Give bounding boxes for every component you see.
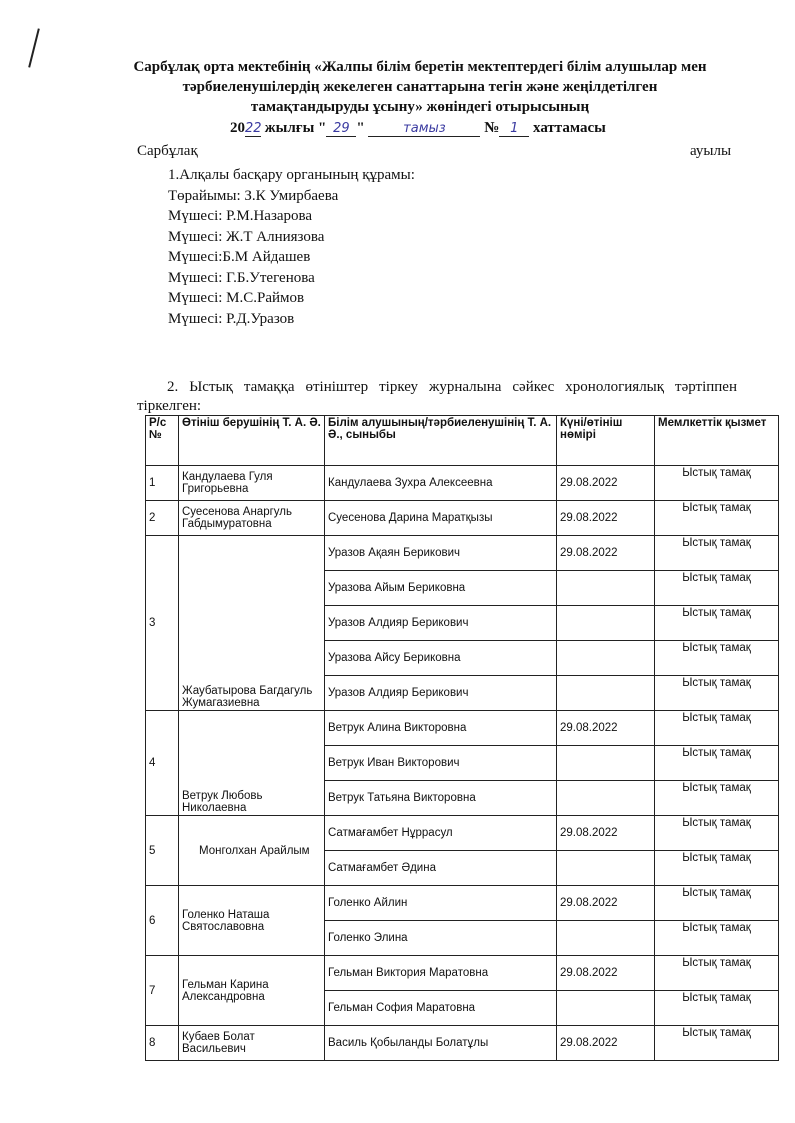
row-student: Василь Қобыланды Болатұлы bbox=[325, 1026, 557, 1061]
row-date: 29.08.2022 bbox=[557, 886, 655, 921]
row-service: Ыстық тамақ bbox=[655, 571, 779, 606]
table-row bbox=[146, 711, 779, 746]
row-student: Сатмағамбет Әдина bbox=[325, 851, 557, 886]
row-num: 4 bbox=[146, 711, 179, 816]
row-date bbox=[557, 921, 655, 956]
header-service: Мемлкеттік қызмет bbox=[655, 416, 779, 466]
row-applicant: Суесенова Анаргуль Габдымуратовна bbox=[179, 501, 325, 536]
pen-mark bbox=[28, 28, 40, 67]
row-date: 29.08.2022 bbox=[557, 536, 655, 571]
row-student: Гельман Виктория Маратовна bbox=[325, 956, 557, 991]
board-member: Мүшесі: М.С.Раймов bbox=[168, 290, 305, 306]
number-label: № bbox=[484, 120, 500, 136]
row-service: Ыстық тамақ bbox=[655, 501, 779, 536]
row-applicant: Ветрук Любовь Николаевна bbox=[179, 711, 325, 816]
row-service: Ыстық тамақ bbox=[655, 991, 779, 1026]
row-service: Ыстық тамақ bbox=[655, 746, 779, 781]
board-composition bbox=[168, 165, 415, 329]
document-title bbox=[100, 57, 740, 117]
title-line-1: Сарбұлақ орта мектебінің «Жалпы білім беретін мектептердегі білім алушылар мен bbox=[133, 59, 707, 75]
row-student: Уразов Алдияр Берикович bbox=[325, 606, 557, 641]
row-applicant: Монголхан Арайлым bbox=[179, 816, 325, 886]
table-row bbox=[146, 886, 779, 921]
board-member: Төрайымы: З.К Умирбаева bbox=[168, 187, 339, 204]
row-student: Уразов Алдияр Берикович bbox=[325, 676, 557, 711]
row-date: 29.08.2022 bbox=[557, 1026, 655, 1061]
row-student: Уразова Айым Бериковна bbox=[325, 571, 557, 606]
title-line-2: тәрбиеленушілердің жекелеген санаттарына тегін және жеңілдетілген bbox=[182, 79, 658, 95]
row-applicant: Жаубатырова Багдагуль Жумагазиевна bbox=[179, 536, 325, 711]
row-service: Ыстық тамақ bbox=[655, 781, 779, 816]
row-student: Гельман София Маратовна bbox=[325, 991, 557, 1026]
day-handwritten: 29 bbox=[326, 121, 356, 137]
board-member: Мүшесі:Б.М Айдашев bbox=[168, 249, 311, 265]
row-num: 1 bbox=[146, 466, 179, 501]
board-member: Мүшесі: Р.М.Назарова bbox=[168, 208, 313, 224]
row-date bbox=[557, 676, 655, 711]
month-handwritten: тамыз bbox=[368, 121, 480, 137]
row-service: Ыстық тамақ bbox=[655, 676, 779, 711]
row-applicant: Голенко Наташа Святославовна bbox=[179, 886, 325, 956]
row-service: Ыстық тамақ bbox=[655, 1026, 779, 1061]
row-num: 3 bbox=[146, 536, 179, 711]
row-num: 2 bbox=[146, 501, 179, 536]
row-service: Ыстық тамақ bbox=[655, 921, 779, 956]
row-service: Ыстық тамақ bbox=[655, 956, 779, 991]
row-applicant: Гельман Карина Александровна bbox=[179, 956, 325, 1026]
row-date: 29.08.2022 bbox=[557, 711, 655, 746]
row-student: Ветрук Иван Викторович bbox=[325, 746, 557, 781]
header-date: Күні/өтініш нөмірі bbox=[557, 416, 655, 466]
title-line-3: тамақтандыруды ұсыну» жөніндегі отырысының bbox=[250, 99, 590, 115]
protocol-line bbox=[230, 120, 606, 137]
row-student: Уразова Айсу Бериковна bbox=[325, 641, 557, 676]
registration-table bbox=[145, 415, 779, 1061]
row-num: 5 bbox=[146, 816, 179, 886]
row-student: Голенко Айлин bbox=[325, 886, 557, 921]
row-applicant: Кубаев Болат Васильевич bbox=[179, 1026, 325, 1061]
day-quote: " bbox=[356, 120, 365, 136]
header-student: Білім алушының/тәрбиеленушінің Т. А. Ә., сыныбы bbox=[325, 416, 557, 466]
table-row bbox=[146, 501, 779, 536]
row-date bbox=[557, 746, 655, 781]
row-student: Голенко Элина bbox=[325, 921, 557, 956]
row-date: 29.08.2022 bbox=[557, 501, 655, 536]
year-handwritten: 22 bbox=[245, 121, 262, 136]
board-heading: 1.Алқалы басқару органының құрамы: bbox=[168, 167, 415, 183]
table-row bbox=[146, 1026, 779, 1061]
row-service: Ыстық тамақ bbox=[655, 711, 779, 746]
row-student: Кандулаева Зухра Алексеевна bbox=[325, 466, 557, 501]
header-num: Р/с № bbox=[146, 416, 179, 466]
row-num: 7 bbox=[146, 956, 179, 1026]
table-row bbox=[146, 816, 779, 851]
section-2-text: 2. Ыстық тамаққа өтініштер тіркеу журналына сәйкес хронологиялық тәртіппен тіркелген: bbox=[137, 379, 737, 414]
row-num: 8 bbox=[146, 1026, 179, 1061]
table-row bbox=[146, 956, 779, 991]
row-student: Уразов Ақаян Берикович bbox=[325, 536, 557, 571]
header-applicant: Өтініш берушінің Т. А. Ә. bbox=[179, 416, 325, 466]
row-date: 29.08.2022 bbox=[557, 466, 655, 501]
row-student: Ветрук Татьяна Викторовна bbox=[325, 781, 557, 816]
row-date bbox=[557, 641, 655, 676]
row-service: Ыстық тамақ bbox=[655, 466, 779, 501]
row-applicant: Кандулаева Гуля Григорьевна bbox=[179, 466, 325, 501]
protocol-suffix: хаттамасы bbox=[533, 120, 606, 136]
row-student: Ветрук Алина Викторовна bbox=[325, 711, 557, 746]
row-date bbox=[557, 851, 655, 886]
row-date bbox=[557, 571, 655, 606]
row-service: Ыстық тамақ bbox=[655, 641, 779, 676]
number-handwritten: 1 bbox=[499, 121, 529, 137]
row-service: Ыстық тамақ bbox=[655, 886, 779, 921]
row-date: 29.08.2022 bbox=[557, 816, 655, 851]
table-row bbox=[146, 536, 779, 571]
row-date: 29.08.2022 bbox=[557, 956, 655, 991]
row-service: Ыстық тамақ bbox=[655, 851, 779, 886]
row-date bbox=[557, 781, 655, 816]
row-date bbox=[557, 606, 655, 641]
year-label: жылғы " bbox=[264, 120, 327, 136]
village-name: Сарбұлақ bbox=[137, 143, 198, 159]
row-service: Ыстық тамақ bbox=[655, 606, 779, 641]
row-service: Ыстық тамақ bbox=[655, 536, 779, 571]
row-student: Суесенова Дарина Маратқызы bbox=[325, 501, 557, 536]
board-member: Мүшесі: Г.Б.Утегенова bbox=[168, 269, 315, 286]
village-suffix: ауылы bbox=[690, 143, 732, 159]
row-service: Ыстық тамақ bbox=[655, 816, 779, 851]
row-student: Сатмағамбет Нұррасул bbox=[325, 816, 557, 851]
row-num: 6 bbox=[146, 886, 179, 956]
table-row bbox=[146, 466, 779, 501]
board-member: Мүшесі: Ж.Т Алниязова bbox=[168, 228, 325, 245]
row-date bbox=[557, 991, 655, 1026]
board-member: Мүшесі: Р.Д.Уразов bbox=[168, 310, 295, 327]
year-prefix: 20 bbox=[230, 120, 245, 136]
